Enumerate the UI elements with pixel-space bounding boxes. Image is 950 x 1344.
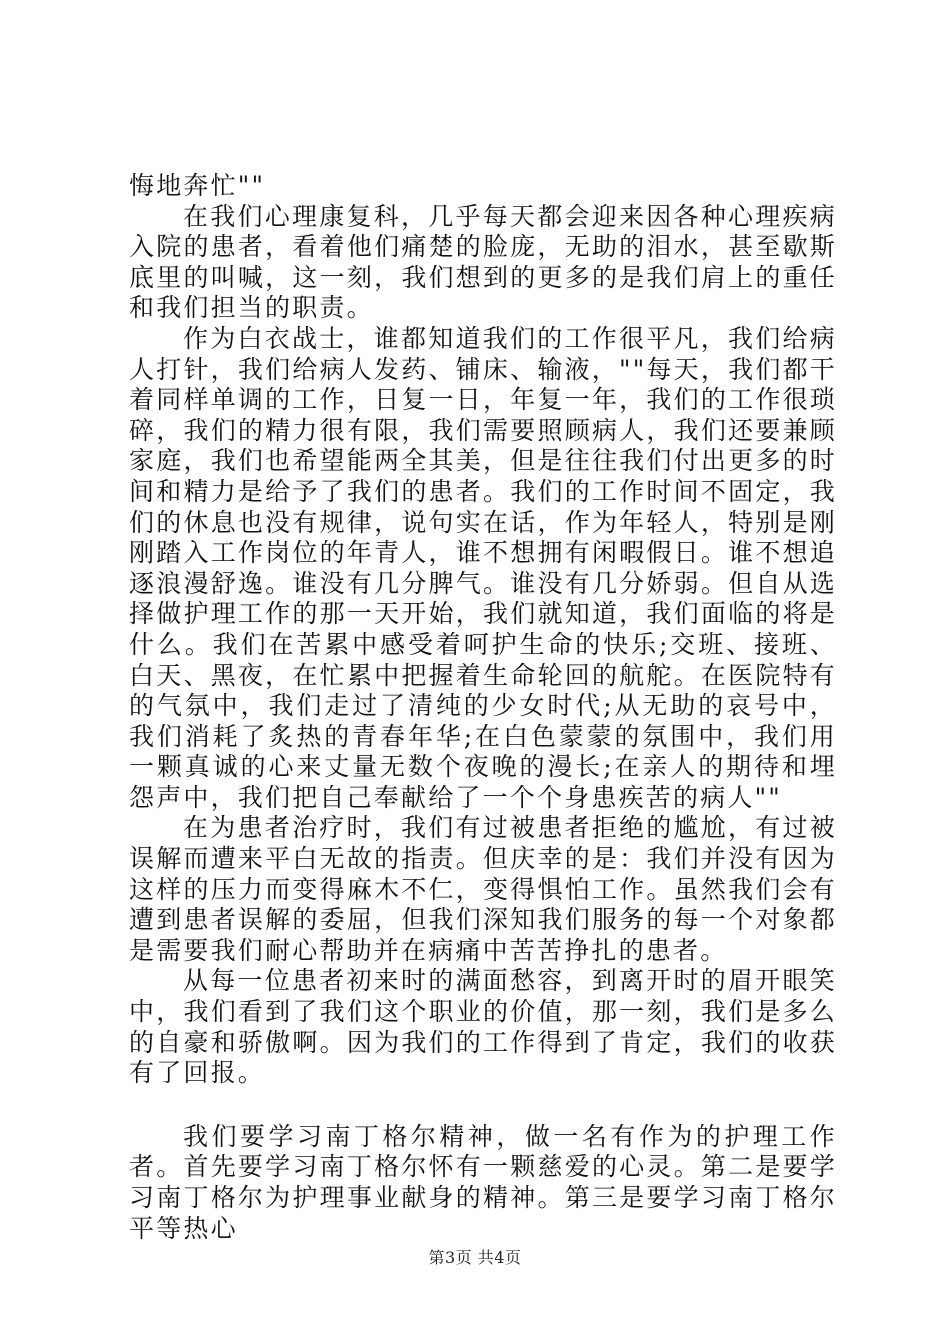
paragraph-gap <box>129 1089 837 1122</box>
document-body <box>129 171 837 1244</box>
page-footer: 第3页 共4页 <box>428 1248 522 1267</box>
paragraph-psych-rehab: 在我们心理康复科，几乎每天都会迎来因各种心理疾病入院的患者，看着他们痛楚的脸庞，无助的泪水，甚至歇斯底里的叫喊，这一刻，我们想到的更多的是我们肩上的重任和我们担当的职责。 <box>129 201 837 323</box>
paragraph-treatment: 在为患者治疗时，我们有过被患者拒绝的尴尬，有过被误解而遭来平白无故的指责。但庆幸的是：我们并没有因为这样的压力而变得麻木不仁，变得惧怕工作。虽然我们会有遭到患者误解的委屈，但我们深知我们服务的每一个对象都是需要我们耐心帮助并在病痛中苦苦挣扎的患者。 <box>129 813 837 965</box>
paragraph-continuation: 悔地奔忙"" <box>129 171 266 200</box>
paragraph-value: 从每一位患者初来时的满面愁容，到离开时的眉开眼笑中，我们看到了我们这个职业的价值，那一刻，我们是多么的自豪和骄傲啊。因为我们的工作得到了肯定，我们的收获有了回报。 <box>129 966 837 1088</box>
paragraph-white-coat: 作为白衣战士，谁都知道我们的工作很平凡，我们给病人打针，我们给病人发药、铺床、输液，""每天，我们都干着同样单调的工作，日复一日，年复一年，我们的工作很琐碎，我们的精力很有限，我们需要照顾病人，我们还要兼顾家庭，我们也希望能两全其美，但是往往我们付出更多的时间和精力是给予了我们的患者。我们的工作时间不固定，我们的休息也没有规律，说句实在话，作为年轻人，特别是刚刚踏入工作岗位的年青人，谁不想拥有闲暇假日。谁不想追逐浪漫舒逸。谁没有几分脾气。谁没有几分娇弱。但自从选择做护理工作的那一天开始，我们就知道，我们面临的将是什么。我们在苦累中感受着呵护生命的快乐;交班、接班、白天、黑夜，在忙累中把握着生命轮回的航舵。在医院特有的气氛中，我们走过了清纯的少女时代;从无助的哀号中，我们消耗了炙热的青春年华;在白色蒙蒙的氛围中，我们用一颗真诚的心来丈量无数个夜晚的漫长;在亲人的期待和埋怨声中，我们把自己奉献给了一个个身患疾苦的病人"" <box>129 323 837 812</box>
paragraph-nightingale: 我们要学习南丁格尔精神，做一名有作为的护理工作者。首先要学习南丁格尔怀有一颗慈爱的心灵。第二是要学习南丁格尔为护理事业献身的精神。第三是要学习南丁格尔平等热心 <box>129 1121 837 1243</box>
